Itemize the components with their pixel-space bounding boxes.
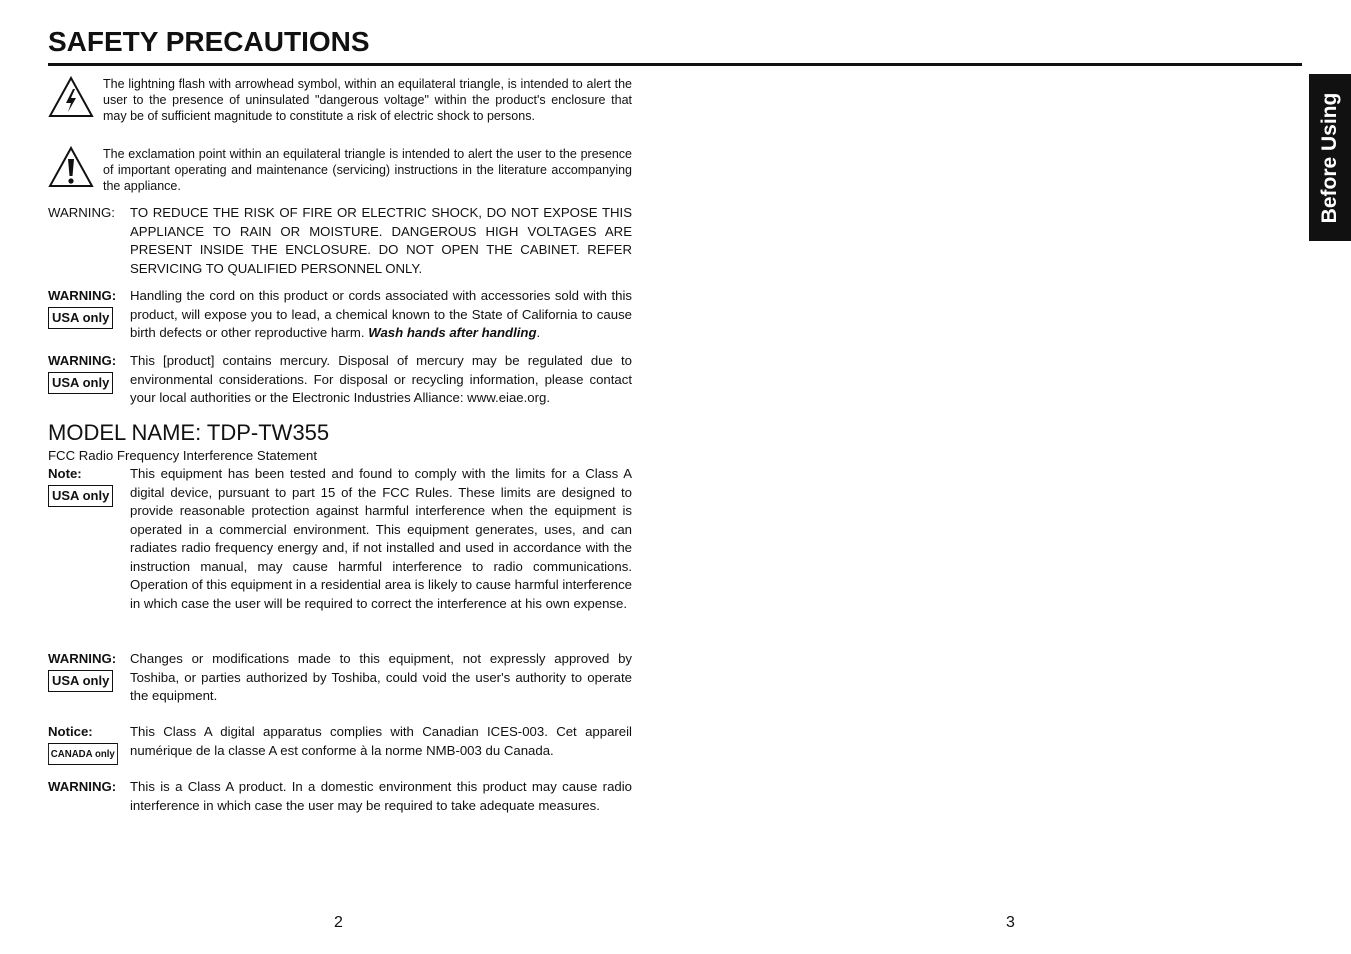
title-rule (48, 63, 1302, 66)
notice-text: This Class A digital apparatus complies with Canadian ICES-003. Cet appareil numérique de la classe A est conforme à la norme NMB-003 du Canada. (130, 724, 632, 758)
region-badge: USA only (48, 307, 113, 329)
page-title: SAFETY PRECAUTIONS (48, 26, 370, 57)
notice-block-canada (48, 723, 632, 760)
warning-label: WARNING: (48, 205, 115, 220)
lightning-symbol-text: The lightning flash with arrowhead symbol, within an equilateral triangle, is intended to alert the user to the presence of uninsulated "dangerous voltage" within the product's enclosure that may be of sufficient magnitude to constitute a risk of electric shock to persons. (103, 77, 632, 123)
warning-text-main: Handling the cord on this product or cords associated with accessories sold with this product, will expose you to lead, a chemical known to the State of California to cause birth defects or other reproductive harm. (130, 288, 632, 340)
notice-label: Notice: (48, 724, 93, 739)
warning-text: TO REDUCE THE RISK OF FIRE OR ELECTRIC SHOCK, DO NOT EXPOSE THIS APPLIANCE TO RAIN OR MOISTURE. DANGEROUS HIGH VOLTAGES ARE PRESENT INSIDE THE ENCLOSURE. DO NOT OPEN THE CABINET. REFER SERVICING TO QUALIFIED PERSONNEL ONLY. (130, 205, 632, 276)
lightning-warning-icon (48, 76, 94, 118)
warning-label: WARNING: (48, 353, 117, 368)
warning-text: This is a Class A product. In a domestic environment this product may cause radio interference in which case the user may be required to take adequate measures. (130, 779, 632, 813)
warning-label: WARNING: (48, 651, 117, 666)
note-label: Note: (48, 466, 82, 481)
section-tab-label: Before Using (1318, 92, 1341, 223)
region-badge: USA only (48, 372, 113, 394)
warning-block-class-a (48, 778, 632, 815)
region-badge: USA only (48, 670, 113, 692)
warning-text: Handling the cord on this product or cords associated with accessories sold with this product, will expose you to lead, a chemical known to the State of California to cause birth defects or other reproductive harm. Wash hands after handling. (130, 288, 632, 340)
note-text: This equipment has been tested and found to comply with the limits for a Class A digital device, pursuant to part 15 of the FCC Rules. These limits are designed to provide reasonable protection against harmful interference when the equipment is operated in a commercial environment. This equipment generates, uses, and can radiates radio frequency energy and, if not installed and used in accordance with the instruction manual, may cause harmful interference to radio communications. Operation of this equipment in a residential area is likely to cause harmful interference in which case the user will be required to correct the interference at his own expense. (130, 466, 632, 611)
warning-emphasis: Wash hands after handling (368, 325, 537, 340)
warning-block-modifications (48, 650, 632, 706)
region-badge: USA only (48, 485, 113, 507)
exclamation-warning-icon (48, 146, 94, 188)
warning-label: WARNING: (48, 779, 117, 794)
warning-text: This [product] contains mercury. Disposal of mercury may be regulated due to environmental considerations. For disposal or recycling information, please contact your local authorities or the Electronic Industries Alliance: www.eiae.org. (130, 353, 632, 405)
fcc-note-block (48, 465, 632, 613)
warning-block-mercury (48, 352, 632, 408)
warning-text: Changes or modifications made to this equipment, not expressly approved by Toshiba, or parties authorized by Toshiba, could void the user's authority to operate the equipment. (130, 651, 632, 703)
warning-block-fire (48, 204, 632, 278)
fcc-heading: FCC Radio Frequency Interference Statement (48, 448, 318, 463)
page-number-left: 2 (334, 914, 343, 931)
model-name: MODEL NAME: TDP-TW355 (48, 420, 330, 445)
section-tab (1309, 74, 1351, 241)
page-number-right: 3 (1006, 914, 1015, 931)
warning-label: WARNING: (48, 288, 117, 303)
region-badge: CANADA only (48, 743, 118, 765)
warning-block-lead (48, 287, 632, 343)
exclamation-symbol-text: The exclamation point within an equilateral triangle is intended to alert the user to the presence of important operating and maintenance (servicing) instructions in the literature accompanying the appliance. (103, 147, 632, 193)
